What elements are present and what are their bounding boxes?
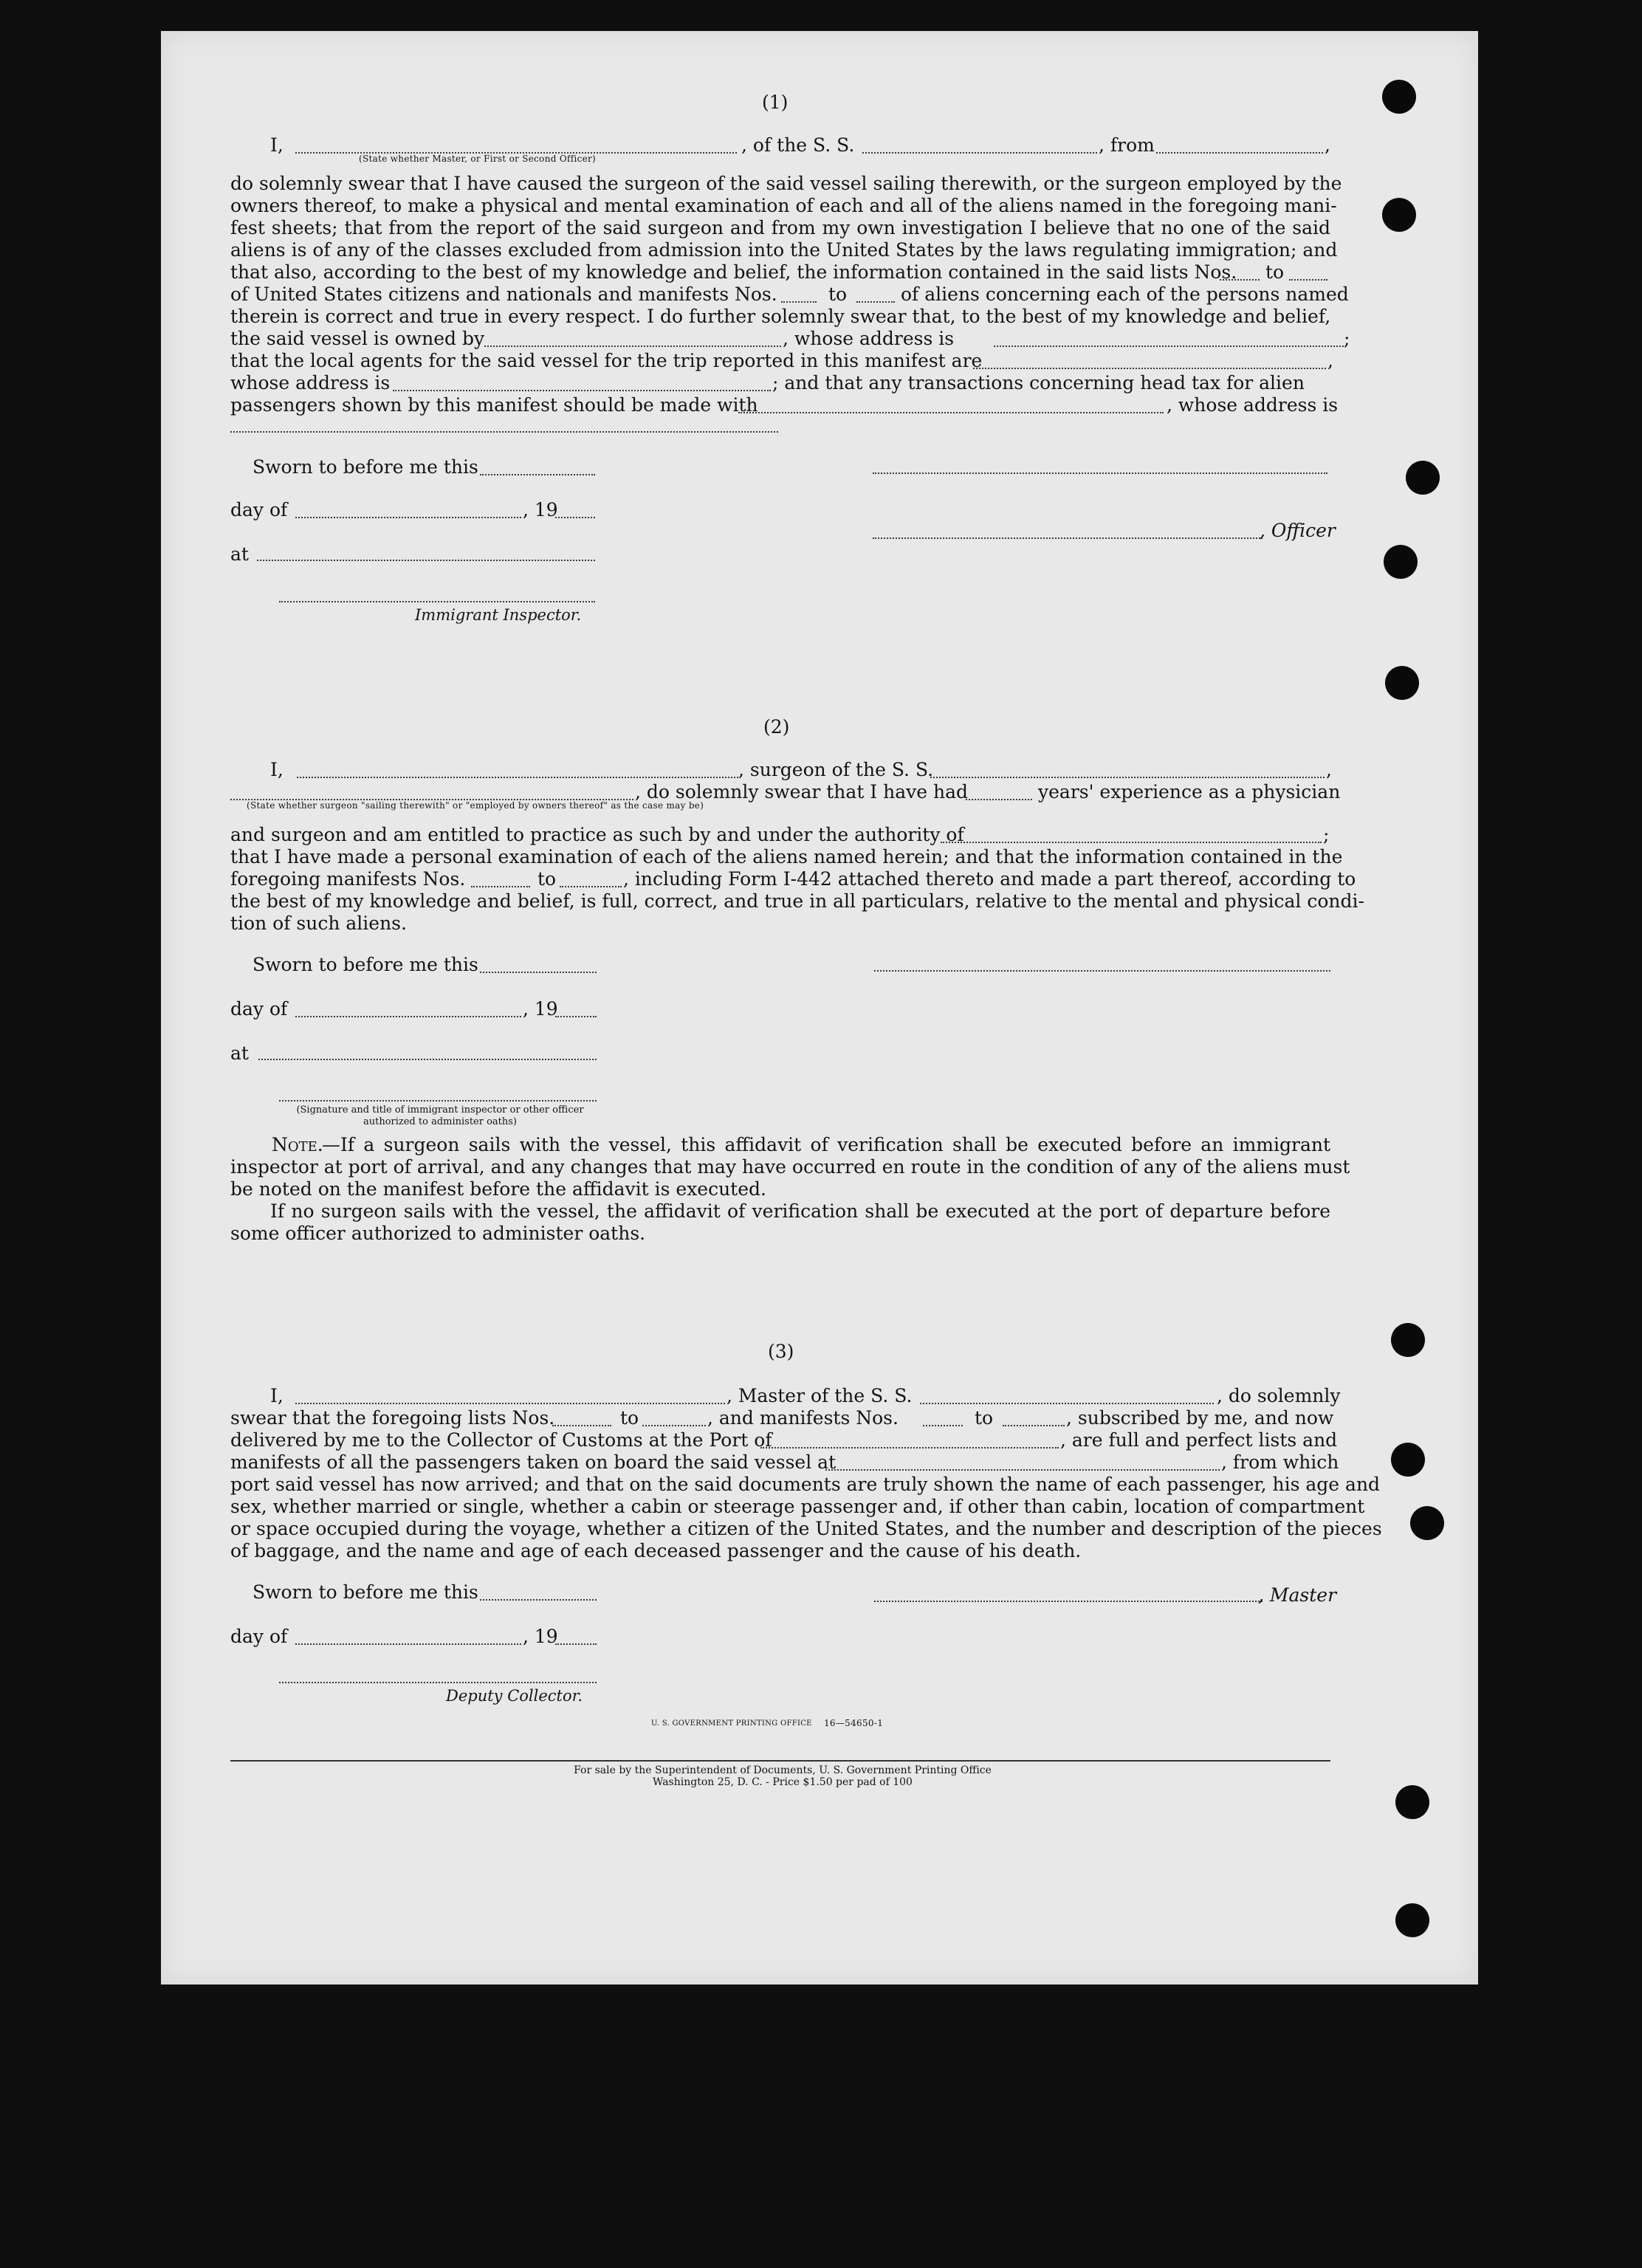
agent-address-field[interactable] [393, 390, 771, 391]
deputy-label: Deputy Collector. [446, 1687, 583, 1705]
year-field[interactable] [555, 1643, 597, 1645]
month-field[interactable] [295, 517, 521, 518]
semicolon: ; [1344, 328, 1350, 349]
ship-name-field[interactable] [862, 152, 1097, 154]
to-label: to [537, 868, 557, 890]
trailing-comma: , [1326, 759, 1332, 780]
punch-hole [1406, 461, 1440, 495]
transactions-address-field[interactable] [230, 431, 778, 433]
lists-to-field[interactable] [1289, 279, 1327, 281]
note-text-line: some officer authorized to administer oaths. [230, 1223, 646, 1244]
from-label: , from [1099, 134, 1155, 156]
years-experience-text: years' experience as a physician [1038, 781, 1341, 803]
section-number: (2) [763, 716, 790, 738]
gpo-code: 16—54650-1 [824, 1718, 884, 1728]
year-field[interactable] [555, 1016, 597, 1017]
lists-from-field[interactable] [552, 1425, 611, 1426]
note-text-line: inspector at port of arrival, and any changes that may have occurred en route in the condition of any of the aliens must [230, 1156, 1350, 1178]
sale-notice: Washington 25, D. C. - Price $1.50 per pad of 100 [653, 1776, 913, 1788]
month-field[interactable] [295, 1016, 521, 1017]
solemnly-swear-text: , do solemnly swear that I have had [635, 781, 969, 803]
punch-hole [1382, 80, 1416, 114]
manifests-to-field[interactable] [1003, 1425, 1065, 1426]
note-label-text: Note. [272, 1134, 323, 1155]
oath-text-line: sex, whether married or single, whether a cabin or steerage passenger and, if other than cabin, location of compartment [230, 1496, 1365, 1517]
oath-text-line: that I have made a personal examination of each of the aliens named herein; and that the information contained in the [230, 846, 1343, 867]
owner-address-field[interactable] [994, 346, 1344, 347]
note-text-line: —If a surgeon sails with the vessel, this affidavit of verification shall be executed before an immigrant [322, 1134, 1330, 1155]
oath-text-line: the best of my knowledge and belief, is full, correct, and true in all particulars, relative to the mental and physical condi- [230, 890, 1364, 912]
punch-hole [1391, 1323, 1425, 1357]
subscribed-text: , subscribed by me, and now [1066, 1407, 1334, 1429]
oath-text-line: of baggage, and the name and age of each deceased passenger and the cause of his death. [230, 1540, 1082, 1561]
deputy-signature-field[interactable] [279, 1682, 597, 1683]
departure-port-field[interactable] [1156, 152, 1323, 154]
inspector-signature-field[interactable] [279, 1100, 597, 1102]
day-of-label: day of [230, 1626, 288, 1647]
year-field[interactable] [555, 517, 595, 518]
to-label: to [828, 284, 848, 305]
lists-nos-text: that also, according to the best of my knowledge and belief, the information contained in the said lists Nos. [230, 261, 1237, 283]
place-field[interactable] [257, 560, 595, 561]
punch-hole [1395, 1785, 1429, 1819]
officer-label: , Officer [1260, 520, 1336, 541]
owned-by-label: the said vessel is owned by [230, 328, 485, 349]
punch-hole [1384, 545, 1418, 579]
at-label: at [230, 1042, 249, 1064]
of-ss-label: , of the S. S. [741, 134, 855, 156]
manifests-nos-text: , and manifests Nos. [707, 1407, 899, 1429]
transactions-with-field[interactable] [738, 412, 1164, 413]
officer-signature-field[interactable] [873, 472, 1327, 474]
oath-text-line: do solemnly swear that I have caused the surgeon of the said vessel sailing therewith, or the surgeon employed by the [230, 173, 1342, 194]
declarant-label: I, [270, 134, 284, 156]
manifests-from-field[interactable] [923, 1425, 963, 1426]
section-number: (3) [768, 1341, 794, 1362]
trailing-comma: , [1325, 134, 1330, 156]
authority-text: and surgeon and am entitled to practice as such by and under the authority of [230, 824, 964, 845]
semicolon: ; [1323, 824, 1330, 845]
day-of-label: day of [230, 998, 288, 1020]
transactions-address-label: , whose address is [1167, 394, 1339, 416]
note-label [272, 1134, 323, 1156]
to-label: to [1265, 261, 1285, 283]
manifests-nos-text: foregoing manifests Nos. [230, 868, 466, 890]
sworn-label: Sworn to before me this [253, 1581, 478, 1603]
embarkation-port-field[interactable] [825, 1469, 1220, 1471]
sworn-day-field[interactable] [480, 972, 597, 973]
punch-hole [1385, 666, 1419, 700]
authority-field[interactable] [941, 842, 1322, 843]
local-agents-field[interactable] [973, 368, 1326, 369]
sale-notice: For sale by the Superintendent of Documents, U. S. Government Printing Office [574, 1764, 992, 1776]
surgeon-status-hint: (State whether surgeon "sailing therewith" or "employed by owners thereof" as the case may be) [247, 800, 704, 811]
transactions-label: passengers shown by this manifest should be made with [230, 394, 758, 416]
master-name-field[interactable] [295, 1403, 725, 1404]
full-lists-text: , are full and perfect lists and [1060, 1429, 1338, 1451]
lists-to-field[interactable] [642, 1425, 706, 1426]
passengers-text: manifests of all the passengers taken on board the said vessel at [230, 1451, 837, 1473]
manifests-nos-text: of United States citizens and nationals and manifests Nos. [230, 284, 777, 305]
year-label: , 19 [523, 998, 558, 1020]
agent-address-label: whose address is [230, 372, 391, 394]
to-label: to [620, 1407, 639, 1429]
sworn-label: Sworn to before me this [253, 954, 478, 975]
owner-address-label: , whose address is [783, 328, 955, 349]
place-field[interactable] [258, 1059, 597, 1060]
inspector-signature-field[interactable] [279, 601, 595, 602]
master-label: , Master [1258, 1584, 1337, 1606]
owner-field[interactable] [484, 346, 781, 347]
oath-text-line: therein is correct and true in every respect. I do further solemnly swear that, to the best of my knowledge and belief, [230, 306, 1331, 327]
footer-rule [230, 1760, 1330, 1762]
from-which-text: , from which [1221, 1451, 1339, 1473]
at-label: at [230, 543, 249, 565]
do-solemnly-text: , do solemnly [1217, 1385, 1341, 1406]
oath-text-line: aliens is of any of the classes excluded from admission into the United States by the laws regulating immigration; and [230, 239, 1338, 261]
aliens-text: of aliens concerning each of the persons named [901, 284, 1349, 305]
declarant-label: I, [270, 1385, 284, 1406]
local-agents-label: that the local agents for the said vessel for the trip reported in this manifest are [230, 350, 983, 371]
punch-hole [1382, 198, 1416, 232]
years-experience-field[interactable] [966, 799, 1032, 800]
head-tax-text: ; and that any transactions concerning head tax for alien [772, 372, 1305, 394]
day-of-label: day of [230, 499, 288, 520]
oath-text-line: fest sheets; that from the report of the said surgeon and from my own investigation I believe that no one of the said [230, 217, 1330, 238]
year-label: , 19 [523, 1626, 558, 1647]
punch-hole [1410, 1506, 1444, 1540]
gpo-imprint: U. S. GOVERNMENT PRINTING OFFICE [651, 1719, 812, 1728]
sworn-label: Sworn to before me this [253, 456, 478, 478]
signature-title-hint: (Signature and title of immigrant inspector or other officer authorized to administer oaths) [296, 1104, 584, 1127]
sworn-day-field[interactable] [480, 474, 595, 475]
sworn-day-field[interactable] [480, 1599, 597, 1601]
oath-text-line: owners thereof, to make a physical and mental examination of each and all of the aliens named in the foregoing mani- [230, 195, 1337, 216]
officer-title-field[interactable] [873, 537, 1263, 539]
ship-name-field[interactable] [920, 1403, 1214, 1404]
manifests-from-field[interactable] [781, 301, 817, 303]
punch-hole [1391, 1443, 1425, 1477]
section-number: (1) [762, 92, 789, 113]
manifests-to-field[interactable] [856, 301, 895, 303]
note-text-line: If no surgeon sails with the vessel, the affidavit of verification shall be executed at the port of departure before [270, 1200, 1330, 1222]
punch-hole [1395, 1903, 1429, 1937]
surgeon-name-field[interactable] [297, 777, 738, 778]
oath-text-line: or space occupied during the voyage, whether a citizen of the United States, and the number and description of the pieces [230, 1518, 1382, 1539]
year-label: , 19 [523, 499, 558, 520]
lists-from-field[interactable] [1220, 279, 1260, 281]
manifests-to-field[interactable] [560, 886, 622, 887]
month-field[interactable] [295, 1643, 521, 1645]
officer-hint: (State whether Master, or First or Second Officer) [359, 154, 597, 164]
ship-name-field[interactable] [930, 777, 1325, 778]
note-text-line: be noted on the manifest before the affidavit is executed. [230, 1178, 766, 1200]
master-of-label: , Master of the S. S. [726, 1385, 913, 1406]
to-label: to [975, 1407, 994, 1429]
collector-text: delivered by me to the Collector of Customs at the Port of [230, 1429, 772, 1451]
form-i442-text: , including Form I-442 attached thereto and made a part thereof, according to [623, 868, 1356, 890]
oath-text-line: tion of such aliens. [230, 913, 407, 934]
declarant-label: I, [270, 759, 284, 780]
surgeon-of-label: , surgeon of the S. S. [738, 759, 934, 780]
inspector-label: Immigrant Inspector. [415, 606, 582, 624]
port-field[interactable] [760, 1447, 1059, 1449]
oath-text-line: port said vessel has now arrived; and that on the said documents are truly shown the name of each passenger, his age and [230, 1474, 1381, 1495]
master-signature-field[interactable] [874, 1601, 1263, 1602]
surgeon-signature-field[interactable] [874, 970, 1330, 972]
manifests-from-field[interactable] [471, 886, 530, 887]
trailing-comma: , [1327, 350, 1333, 371]
lists-nos-text: swear that the foregoing lists Nos. [230, 1407, 555, 1429]
